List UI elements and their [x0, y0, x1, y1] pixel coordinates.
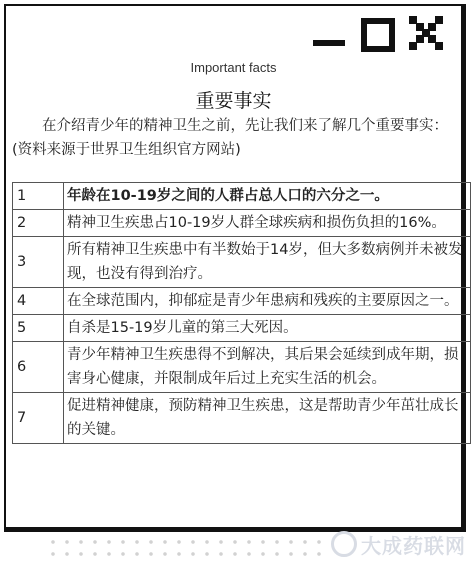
table-row [13, 342, 471, 393]
fact-text: 年龄在10-19岁之间的人群占总人口的六分之一。 [64, 183, 471, 210]
intro-paragraph: 在介绍青少年的精神卫生之前，先让我们来了解几个重要事实：(资料来源于世界卫生组织官方网站) [12, 118, 448, 158]
fact-text: 在全球范围内，抑郁症是青少年患病和残疾的主要原因之一。 [64, 288, 471, 315]
subtitle: Important facts [190, 60, 277, 75]
table-row [13, 288, 471, 315]
table-row [13, 183, 471, 210]
fact-number: 6 [13, 342, 64, 393]
fact-text: 所有精神卫生疾患中有半数始于14岁，但大多数病例并未被发现，也没有得到治疗。 [64, 237, 471, 288]
close-icon [409, 16, 443, 50]
facts-table [12, 182, 471, 444]
fact-text: 青少年精神卫生疾患得不到解决，其后果会延续到成年期，损害身心健康，并限制成年后过上充实生活的机会。 [64, 342, 471, 393]
minimize-icon [313, 40, 345, 46]
fact-text: 自杀是15-19岁儿童的第三大死因。 [64, 315, 471, 342]
fact-number: 2 [13, 210, 64, 237]
table-row [13, 210, 471, 237]
maximize-icon [361, 18, 395, 52]
fact-text: 精神卫生疾患占10-19岁人群全球疾病和损伤负担的16%。 [64, 210, 471, 237]
watermark-text: 大成药联网 [361, 533, 466, 558]
page-title: 重要事实 [195, 90, 272, 112]
table-row [13, 315, 471, 342]
table-row [13, 237, 471, 288]
fact-number: 7 [13, 393, 64, 444]
table-row [13, 393, 471, 444]
fact-number: 1 [13, 183, 64, 210]
fact-number: 4 [13, 288, 64, 315]
fact-number: 5 [13, 315, 64, 342]
fact-text: 促进精神健康，预防精神卫生疾患，这是帮助青少年茁壮成长的关键。 [64, 393, 471, 444]
watermark-logo-icon [331, 531, 357, 557]
document-window [4, 4, 466, 532]
decorative-dots [46, 536, 326, 562]
fact-number: 3 [13, 237, 64, 288]
watermark [331, 529, 466, 559]
